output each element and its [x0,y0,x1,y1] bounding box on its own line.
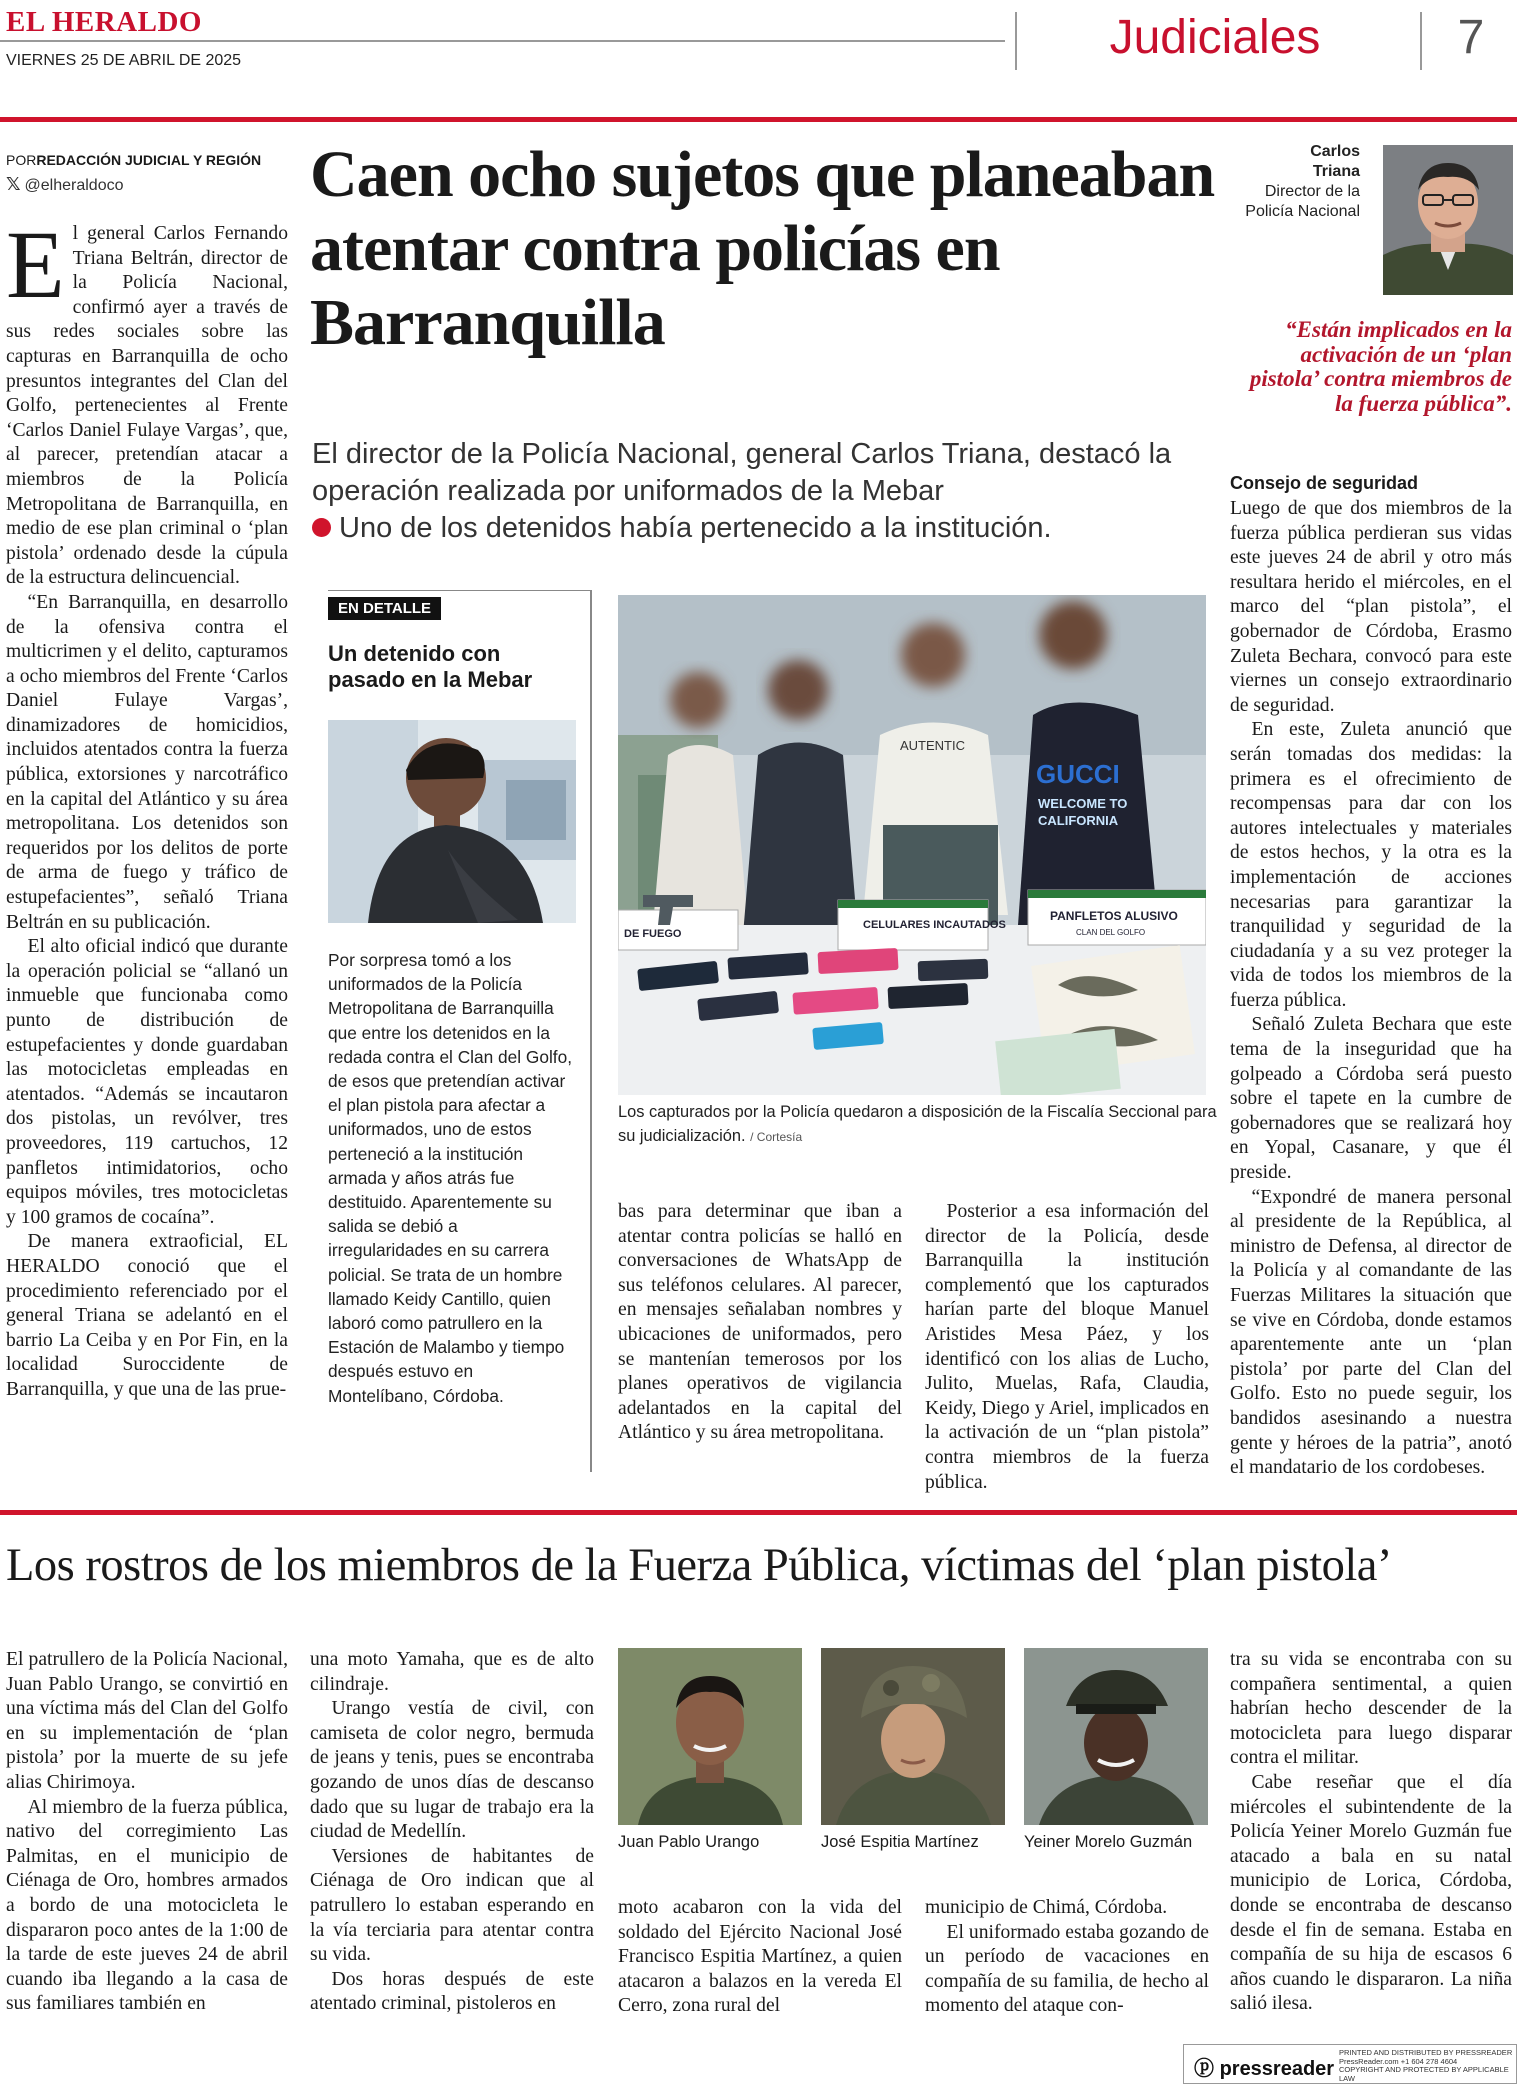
paragraph: Urango vestía de civil, con camiseta de color negro, bermuda de jeans y tenis, pues se encontraba gozando de unos días de descanso dado que su lugar de trabajo era la ciudad de Medellín. [310,1698,594,1843]
article-column-5 [1230,497,1512,1481]
masthead: EL HERALDO [6,6,202,38]
director-portrait [1383,145,1513,295]
paragraph: De manera extraoficial, EL HERALDO conoció que el procedimiento referenciado por el general Triana se adelantó en el barrio La Ceiba y en Por Fin, en la localidad Suroccidente de Barranquilla, y que una de las prue- [6,1231,288,1400]
paragraph: tra su vida se encontraba con su compañera sentimental, a quien habrían hecho descender de la motocicleta para luego disparar contra el militar. [1230,1649,1512,1769]
paragraph: El patrullero de la Policía Nacional, Juan Pablo Urango, se convirtió en una víctima más del Clan del Golfo en su implementación de ‘plan pistola’ por la muerte de su jefe alias Chirimoya. [6,1649,288,1793]
portrait-role: Director de la Policía Nacional [1245,183,1360,220]
handle-text: @elheraldoco [24,177,124,194]
victim-card [1024,1648,1208,1852]
bottom-column-4 [925,1896,1209,2019]
victim-name: Juan Pablo Urango [618,1833,760,1851]
shirt-text: GUCCI [1036,759,1120,789]
drop-cap: E [6,211,65,318]
subheading: Consejo de seguridad [1230,473,1419,493]
publication-date: VIERNES 25 DE ABRIL DE 2025 [6,52,242,69]
article-column-4 [925,1200,1209,1495]
article-column-3 [618,1200,902,1446]
portrait-caption [1230,142,1360,222]
paragraph: En este, Zuleta anunció que serán tomadas dos medidas: la primera es el ofrecimiento de recompensas para dar con los autores intelectuales y materiales de estos hechos, y la otra es la implementación de acciones necesarias para garantizar la tranquilidad y seguridad de la ciudadanía y a su vez proteger la vida de todos los miembros de la fuerza pública. [1230,719,1512,1011]
section-title: Judiciales [1109,11,1321,64]
detainee-photo-illustration [328,720,576,923]
page-number: 7 [1457,11,1485,64]
shirt-text: AUTENTIC [900,738,965,753]
captured-suspects-illustration [618,595,1206,1095]
header-separator [1015,12,1017,70]
deck [312,436,1212,547]
sidebar-text: Por sorpresa tomó a los uniformados de la Policía Metropolitana de Barranquilla que entre los detenidos en la redada contra el Clan del Golfo, de esos que pretendían activar el plan pistola para afectar a uniformados, uno de estos perteneció a la institución armada y años atrás fue destituido. Aparentemente su salida se debió a irregularidades en su carrera policial. Se trata de un hombre llamado Keidy Cantillo, quien laboró como patrullero en la Estación de Malambo y tiempo después estuvo en Montelíbano, Córdoba. [328,950,573,1406]
bottom-red-rule [0,1510,1517,1515]
evidence-sign: CELULARES INCAUTADOS [863,919,1006,931]
paragraph: Posterior a esa información del director de la Policía, desde Barranquilla la institución complementó que los capturados harían parte del bloque Manuel Aristides Mesa Páez, y los identificó con los alias de Lucho, Julito, Muelas, Rafa, Claudia, Keidy, Diego y Ariel, implicados en la activación de un “plan pistola” contra miembros de la fuerza pública. [925,1201,1209,1493]
bullet-dot-icon [312,518,331,537]
bottom-headline: Los rostros de los miembros de la Fuerza Pública, víctimas del ‘plan pistola’ [6,1540,1392,1591]
paragraph: “Expondré de manera personal al presidente de la República, al ministro de Defensa, al director de la Policía y al comandante de las Fuerzas Militares la situación que se vive en Córdoba, donde estamos aparentemente ante un ‘plan pistola’ por parte del Clan del Golfo. Esto no puede seguir, los bandidos asesinando a nuestra gente y héroes de la patria”, anotó el mandatario de los cordobeses. [1230,1186,1512,1479]
paragraph: Al miembro de la fuerza pública, nativo del corregimiento Las Palmitas, en el municipio de Ciénaga de Oro, hombres armados a bordo de una motocicleta le dispararon poco antes de la 1:00 de la tarde de este jueves 24 de abril cuando iba llegando a la casa de sus familiares también en [6,1796,288,2015]
paragraph: Versiones de habitantes de Ciénaga de Oro indican que al patrullero lo estaban esperando en la vía terciaria para atentar contra su vida. [310,1845,594,1966]
paragraph: municipio de Chimá, Córdoba. [925,1897,1168,1918]
victim-name: José Espitia Martínez [821,1833,979,1851]
main-photo [618,595,1206,1095]
evidence-sign: CLAN DEL GOLFO [1076,928,1146,937]
deck-line: El director de la Policía Nacional, general Carlos Triana, destacó la operación realizada por uniformados de la Mebar [312,438,1172,507]
pressreader-logo[interactable] [1183,2044,1517,2084]
deck-line-bullet: Uno de los detenidos había pertenecido a la institución. [312,510,1212,547]
bottom-column-2 [310,1648,594,2017]
portrait-name: Triana [1312,163,1360,180]
shirt-text: WELCOME TO [1038,796,1128,811]
paragraph: El alto oficial indicó que durante la operación policial se “allanó un inmueble que funcionaba como punto de distribución de estupefacientes y donde guardaban las motocicletas empleadas en atentados. “Además se incautaron dos pistolas, un revólver, tres proveedores, 119 cartuchos, 12 panfletos intimidatorios, ocho equipos móviles, tres motocicletas y 100 gramos de cocaína”. [6,936,288,1228]
paragraph: Señaló Zuleta Bechara que este tema de la inseguridad que ha golpeado a Córdoba será puesto sobre el tapete en la cumbre de gobernadores que se realizará hoy en Yopal, Casanare, y que él preside. [1230,1014,1512,1184]
victim-photo [1024,1648,1208,1825]
social-handle[interactable] [6,174,123,195]
top-red-rule [0,117,1517,122]
paragraph: “En Barranquilla, en desarrollo de la ofensiva contra el multicrimen y el delito, capturamos a ocho miembros del Frente ‘Carlos Daniel Fulaye Vargas’, dinamizadores de homicidios, incluidos atentados contra la fuerza pública, extorsiones y narcotráfico en la capital del Atlántico y su área metropolitana. Los detenidos son requeridos por los delitos de porte de arma de fuego y tráfico de estupefacientes”, señaló Triana Beltrán en su publicación. [6,591,288,933]
paragraph: Dos horas después de este atentado criminal, pistoleros en [310,1968,594,2015]
evidence-sign: PANFLETOS ALUSIVO [1050,909,1178,923]
director-portrait-illustration [1383,145,1513,295]
bottom-column-5 [1230,1648,1512,2017]
paragraph: Luego de que dos miembros de la fuerza pública perdieran sus vidas este jueves 24 de abril y otro más resultara herido el miércoles, en el marco del “plan pistola”, el gobernador de Córdoba, Erasmo Zuleta Bechara, convocó para este viernes un consejo extraordinario de seguridad. [1230,498,1512,716]
bottom-column-1 [6,1648,288,2017]
byline-author: REDACCIÓN JUDICIAL Y REGIÓN [36,152,262,168]
victim-photo [821,1648,1005,1825]
victim-name: Yeiner Morelo Guzmán [1024,1833,1193,1851]
header-separator [1420,12,1422,70]
portrait-name: Carlos [1310,143,1360,160]
victim-card [618,1648,802,1852]
bottom-column-3 [618,1896,902,2019]
paragraph: Cabe reseñar que el día miércoles el subintendente de la Policía Yeiner Morelo Guzmán fue atacado a bala en su natal municipio de Lorica, Córdoba, donde se encontraba de descanso desde el fin de semana. Estaba en compañía de su hija de escasos 6 años cuando le dispararon. La niña salió ilesa. [1230,1771,1512,2015]
caption-text: Los capturados por la Policía quedaron a disposición de la Fiscalía Seccional para su judicialización. [618,1103,1217,1145]
byline-prefix: POR [6,152,37,168]
header-divider [0,40,1005,42]
paragraph: bas para determinar que iban a atentar contra policías se halló en conversaciones de WhatsApp de sus teléfonos celulares. Al parecer, en mensajes señalaban nombres y ubicaciones de uniformados, pero se mantenían temerosos por los planes operativos de vigilancia adelantados en la capital del Atlántico y su área metropolitana. [618,1201,902,1444]
sidebar-rule [590,590,592,1472]
victim-card [821,1648,1005,1852]
pressreader-brand: ⓟ pressreader [1194,2058,1335,2080]
evidence-sign: DE FUEGO [624,928,682,940]
sidebar-top-rule [328,590,590,591]
sidebar-tag: EN DETALLE [328,597,441,620]
paragraph: El general Carlos Fernando Triana Beltrán, director de la Policía Nacional, confirmó ayer a través de sus redes sociales sobre las capturas en Barranquilla de ocho presuntos integrantes del Clan del Golfo, pertenecientes al Frente ‘Carlos Daniel Fulaye Vargas’, que, al parecer, pretendían atacar a miembros de la Policía Metropolitana de Barranquilla, en medio de ese plan criminal o ‘plan pistola’ ordenado desde la cúpula de la estructura delincuencial. [6,211,288,589]
photo-caption [618,1100,1218,1149]
paragraph: una moto Yamaha, que es de alto cilindraje. [310,1649,594,1695]
headline: Caen ocho sujetos que planeaban atentar contra policías en Barranquilla [310,138,1215,359]
paragraph: moto acabaron con la vida del soldado del Ejército Nacional José Francisco Espitia Martínez, a quien atacaron a balazos en la vereda El Cerro, zona rural del [618,1897,902,2017]
photo-credit: / Cortesía [750,1130,803,1144]
detainee-photo [328,720,576,923]
victim-photo [618,1648,802,1825]
article-column-1 [6,211,288,1403]
paragraph: El uniformado estaba gozando de un período de vacaciones en compañía de su familia, de hecho al momento del ataque con- [925,1921,1209,2017]
x-logo-icon: 𝕏 [6,174,21,194]
byline [6,152,261,168]
pull-quote: “Están implicados en la activación de un ‘plan pistola’ contra miembros de la fuerza pública”. [1249,317,1512,416]
pressreader-fine-print: PRINTED AND DISTRIBUTED BY PRESSREADER PressReader.com +1 604 278 4604 COPYRIGHT AND PROTECTED BY APPLICABLE LAW [1339,2048,1513,2083]
shirt-text: CALIFORNIA [1038,813,1119,828]
pressreader-p-icon: ⓟ [1194,2058,1214,2080]
sidebar-title: Un detenido con pasado en la Mebar [328,641,533,692]
